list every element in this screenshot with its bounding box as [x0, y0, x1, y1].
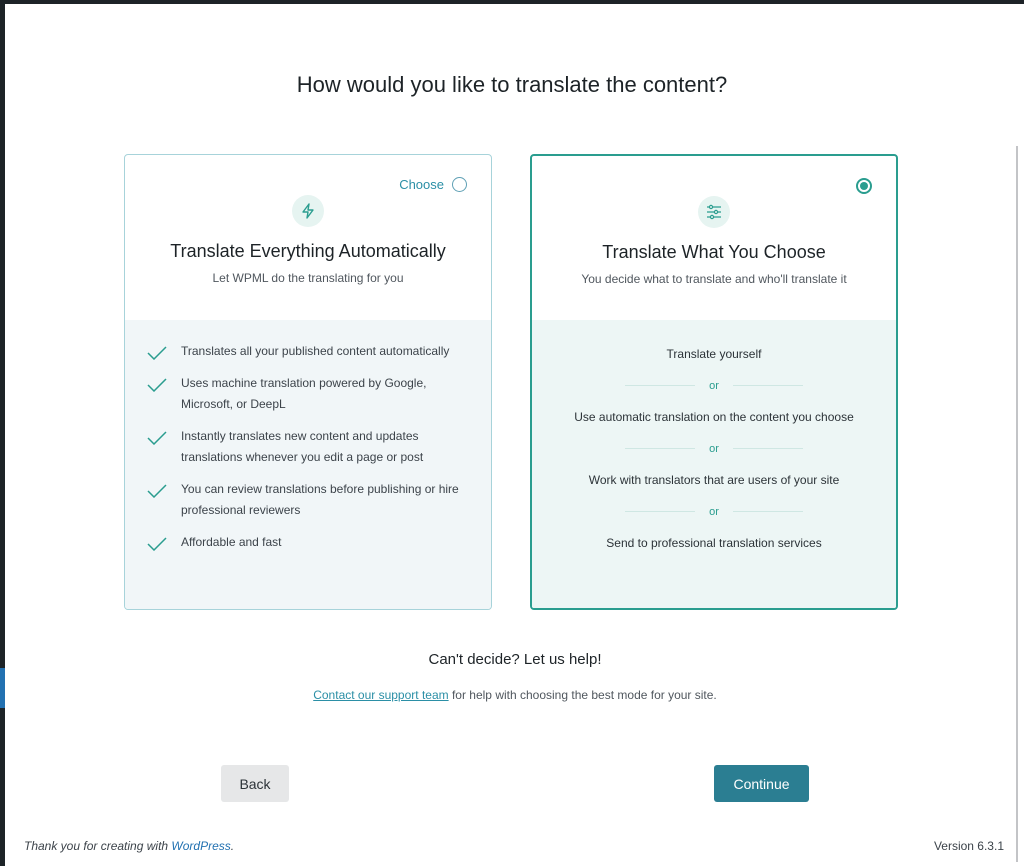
- option-card-translate-what-you-choose[interactable]: [530, 154, 898, 610]
- feature-list: [125, 320, 491, 553]
- scrollbar[interactable]: [1016, 146, 1018, 862]
- feature-text: Uses machine translation powered by Google, Microsoft, or DeepL: [181, 376, 427, 411]
- card-title: Translate What You Choose: [602, 242, 826, 262]
- choose-label: Choose: [399, 177, 444, 192]
- check-icon: [147, 378, 167, 392]
- option-card-translate-everything[interactable]: [124, 154, 492, 610]
- choose-radio-option[interactable]: [399, 177, 467, 192]
- or-separator: or: [532, 490, 896, 533]
- option-item: Work with translators that are users of your site: [588, 473, 840, 487]
- help-title: Can't decide? Let us help!: [428, 651, 602, 668]
- page-title: How would you like to translate the content?: [296, 72, 728, 97]
- or-separator: or: [532, 427, 896, 470]
- card-body: [125, 320, 491, 609]
- option-item: Translate yourself: [666, 347, 762, 361]
- feature-text: You can review translations before publishing or hire professional reviewers: [181, 482, 459, 517]
- feature-text: Affordable and fast: [181, 535, 282, 549]
- card-header: [532, 156, 896, 321]
- feature-item: [147, 376, 471, 415]
- lightning-icon: [292, 195, 324, 227]
- footer-version: Version 6.3.1: [933, 839, 1004, 853]
- card-subtitle: You decide what to translate and who'll translate it: [581, 272, 847, 286]
- check-icon: [147, 431, 167, 445]
- feature-text: Instantly translates new content and updates translations whenever you edit a page or post: [181, 429, 424, 464]
- feature-item: [147, 344, 471, 362]
- feature-item: [147, 535, 471, 553]
- back-button[interactable]: Back: [221, 765, 289, 802]
- option-list: [532, 320, 896, 553]
- option-item: Use automatic translation on the content you choose: [574, 410, 854, 424]
- footer-thanks: Thank you for creating with WordPress.: [24, 839, 235, 853]
- check-icon: [147, 484, 167, 498]
- continue-button[interactable]: Continue: [714, 765, 809, 802]
- contact-support-link[interactable]: Contact our support team: [313, 688, 449, 702]
- card-header: [125, 155, 491, 320]
- check-icon: [147, 537, 167, 551]
- help-text-rest: for help with choosing the best mode for your site.: [448, 688, 717, 702]
- card-subtitle: Let WPML do the translating for you: [212, 271, 404, 285]
- check-icon: [147, 346, 167, 360]
- sliders-icon: [698, 196, 730, 228]
- card-title: Translate Everything Automatically: [170, 241, 446, 261]
- radio-unchecked[interactable]: [452, 177, 467, 192]
- radio-checked[interactable]: [856, 178, 872, 194]
- feature-text: Translates all your published content automatically: [181, 344, 450, 358]
- option-item: Send to professional translation services: [606, 536, 822, 550]
- or-separator: or: [532, 364, 896, 407]
- wordpress-link[interactable]: WordPress: [171, 839, 231, 853]
- help-text: [0, 688, 1024, 702]
- card-body: [532, 320, 896, 608]
- feature-item: [147, 429, 471, 468]
- feature-item: [147, 482, 471, 521]
